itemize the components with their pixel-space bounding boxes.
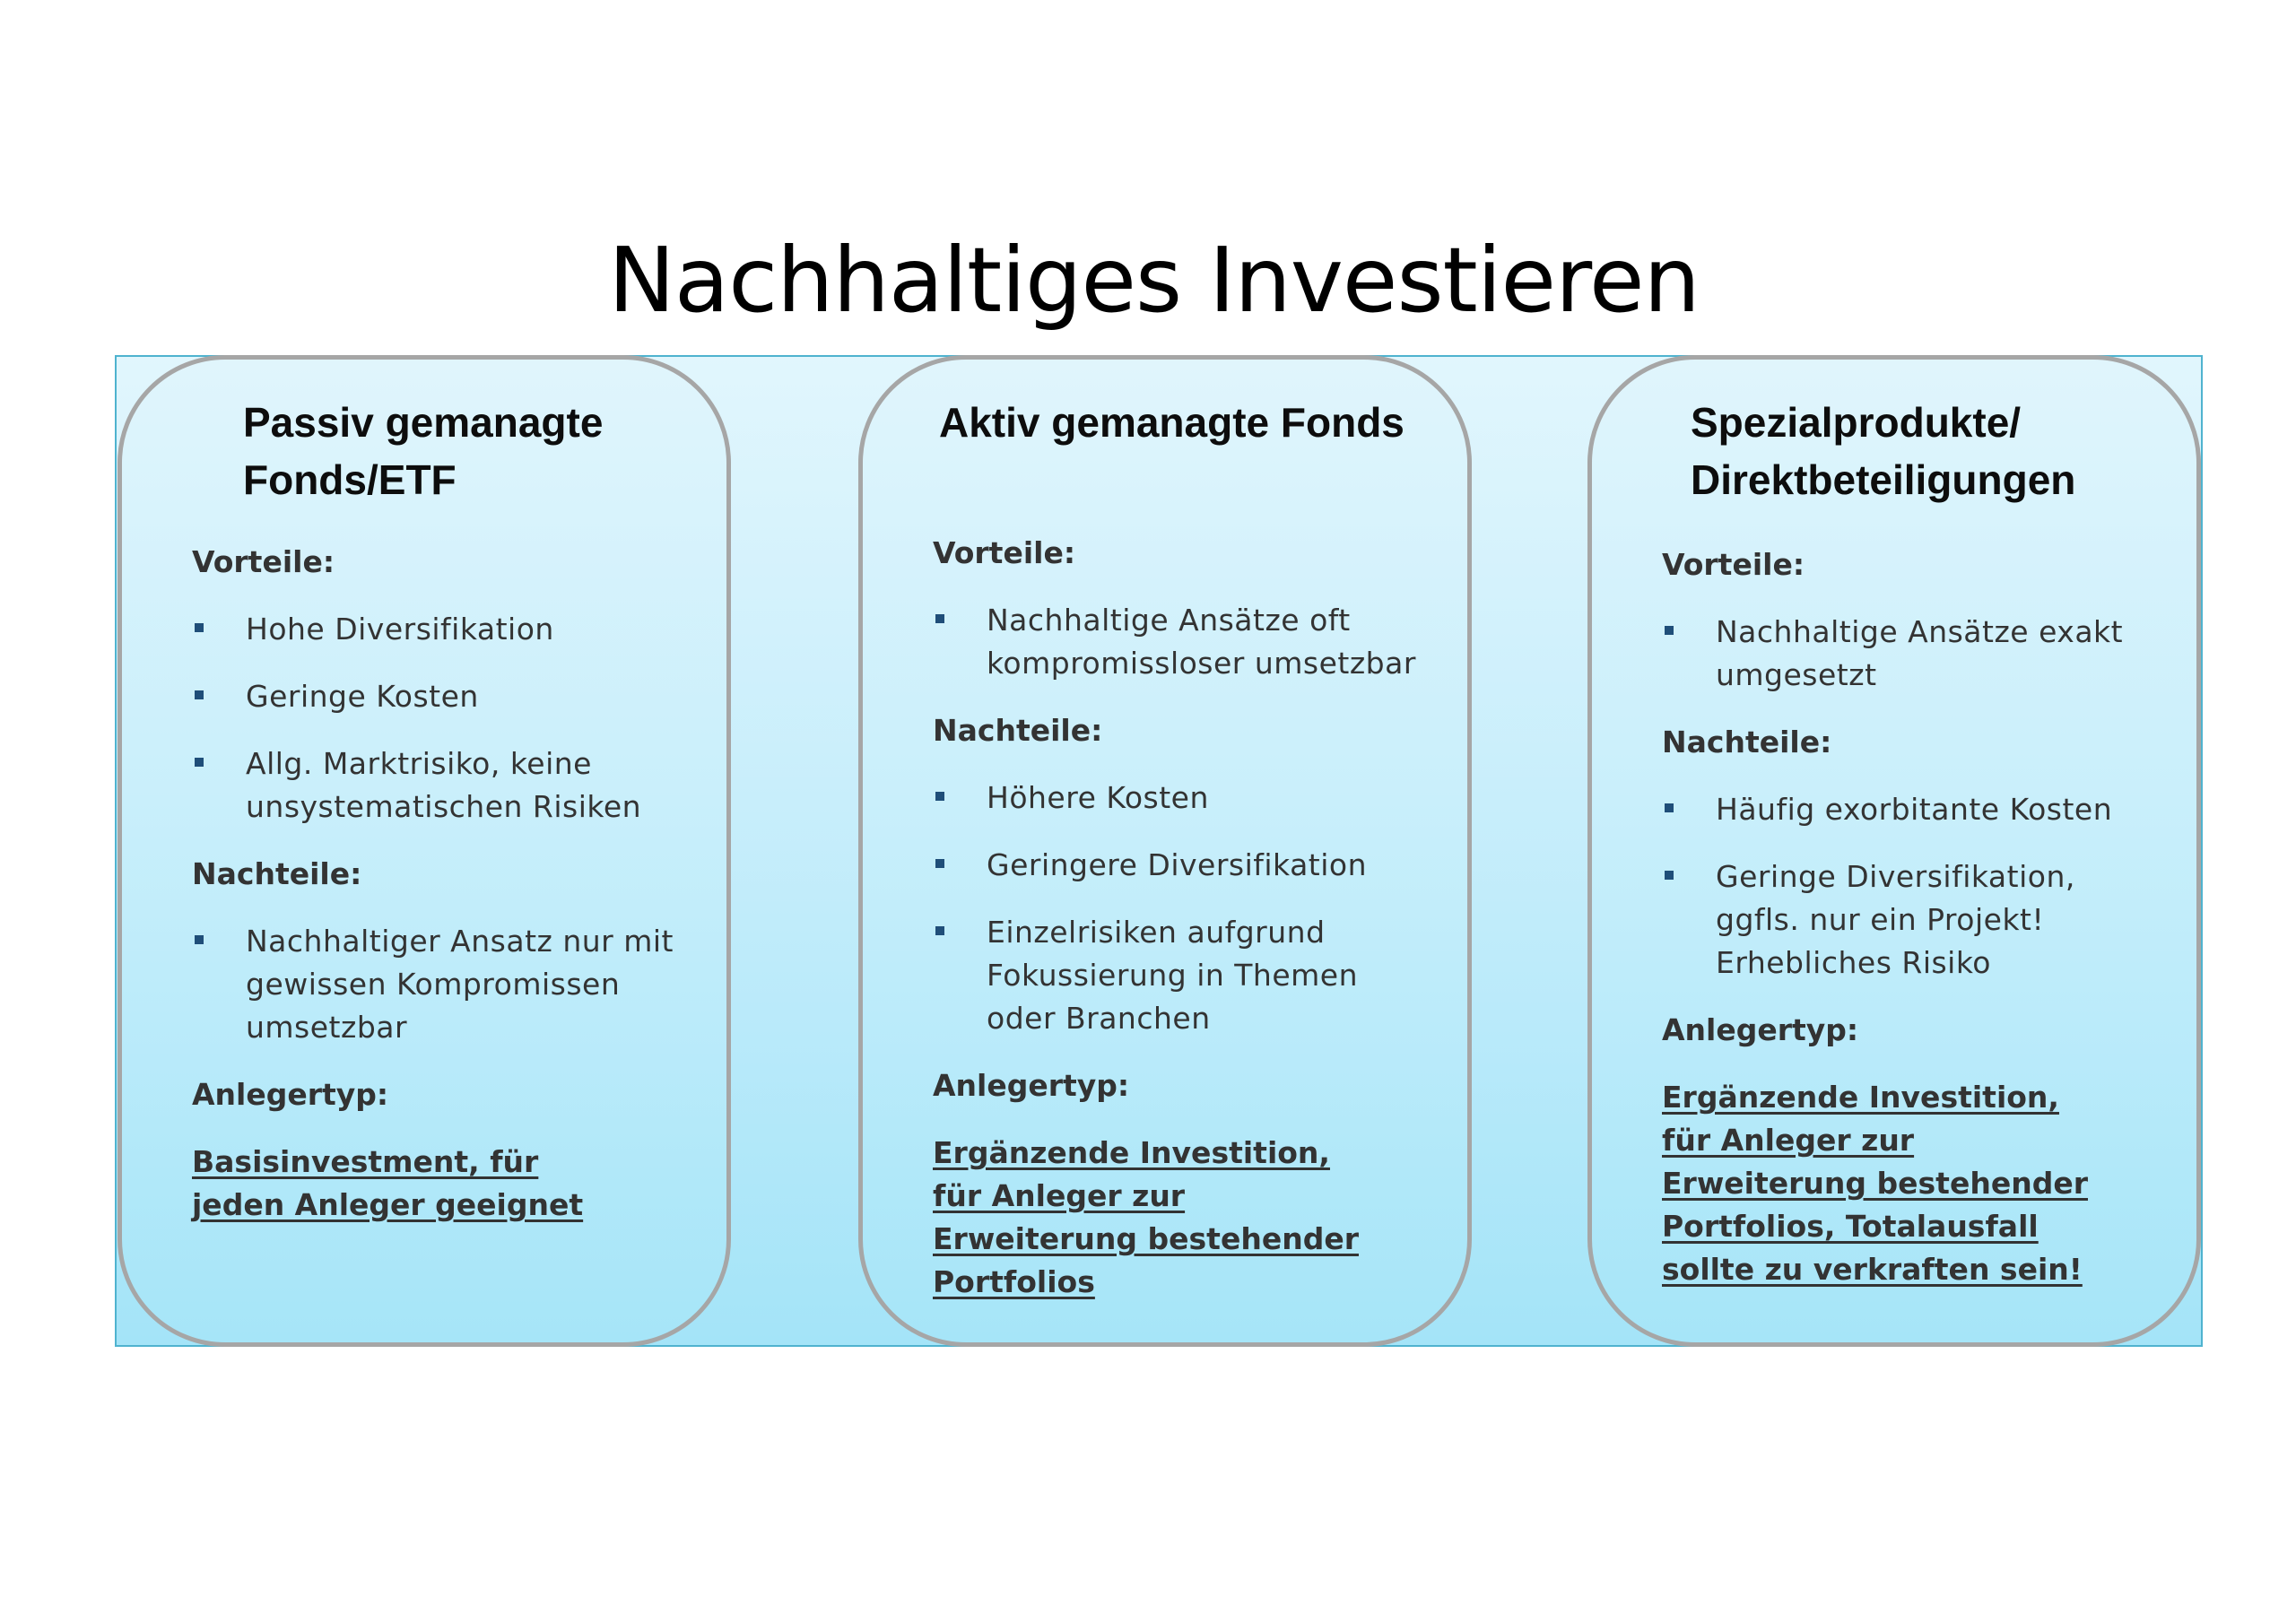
advantages-label: Vorteile: [933,535,1076,570]
list-item-text: Allg. Marktrisiko, keine unsystematischen Risiken [246,746,642,824]
list-item-text: Einzelrisiken aufgrund Fokussierung in Themen oder Branchen [987,915,1359,1036]
investor-type-text: Ergänzende Investition, für Anleger zur Erweiterung bestehender Portfolios, Totalausfall sollte zu verkraften sein! [1662,1080,2088,1287]
list-item-text: Nachhaltige Ansätze exakt umgesetzt [1716,614,2124,692]
advantages-list [933,599,1435,685]
disadvantages-label: Nachteile: [933,713,1103,748]
square-bullet-icon [935,792,944,801]
list-item [933,844,1435,887]
list-item [192,608,694,651]
list-item-text: Geringe Kosten [246,679,479,714]
list-item-text: Hohe Diversifikation [246,612,554,647]
card-title: Spezialprodukte/ Direktbeteiligungen [1691,399,2076,503]
disadvantages-list [192,920,694,1049]
card-title: Aktiv gemanagte Fonds [939,399,1405,446]
list-item [933,777,1435,820]
list-item [1662,788,2164,831]
disadvantages-list [933,777,1435,1040]
list-item-text: Höhere Kosten [987,780,1209,815]
investor-type-label: Anlegertyp: [192,1077,389,1112]
advantages-list [192,608,694,829]
square-bullet-icon [195,690,204,699]
card-content [1662,543,2164,1291]
square-bullet-icon [935,859,944,868]
list-item-text: Geringere Diversifikation [987,847,1368,882]
square-bullet-icon [1665,626,1674,635]
disadvantages-list [1662,788,2164,985]
card-content [933,532,1435,1304]
square-bullet-icon [1665,803,1674,812]
list-item-text: Nachhaltige Ansätze oft kompromissloser umsetzbar [987,603,1416,681]
list-item [192,920,694,1049]
list-item [933,911,1435,1040]
investor-type-text: Basisinvestment, für jeden Anleger geeignet [192,1144,584,1222]
square-bullet-icon [195,623,204,632]
card-special-products [1587,355,2201,1347]
card-active-funds [858,355,1472,1347]
card-content [192,541,694,1227]
advantages-label: Vorteile: [1662,547,1805,582]
list-item [192,675,694,718]
card-title: Passiv gemanagte Fonds/ETF [243,399,604,503]
investor-type-text: Ergänzende Investition, für Anleger zur Erweiterung bestehender Portfolios [933,1135,1359,1299]
square-bullet-icon [1665,871,1674,880]
list-item-text: Häufig exorbitante Kosten [1716,792,2113,827]
square-bullet-icon [935,614,944,623]
list-item [1662,611,2164,697]
investor-type-label: Anlegertyp: [933,1068,1130,1103]
list-item [192,742,694,829]
square-bullet-icon [935,926,944,935]
page-title: Nachhaltiges Investieren [608,228,1700,333]
card-passive-funds [117,355,731,1347]
list-item-text: Geringe Diversifikation, ggfls. nur ein Projekt! Erhebliches Risiko [1716,859,2075,980]
investor-type-label: Anlegertyp: [1662,1012,1859,1047]
list-item-text: Nachhaltiger Ansatz nur mit gewissen Kompromissen umsetzbar [246,924,674,1045]
list-item [1662,855,2164,985]
square-bullet-icon [195,935,204,944]
list-item [933,599,1435,685]
disadvantages-label: Nachteile: [1662,725,1832,759]
advantages-label: Vorteile: [192,544,335,579]
advantages-list [1662,611,2164,697]
square-bullet-icon [195,758,204,767]
disadvantages-label: Nachteile: [192,856,362,891]
